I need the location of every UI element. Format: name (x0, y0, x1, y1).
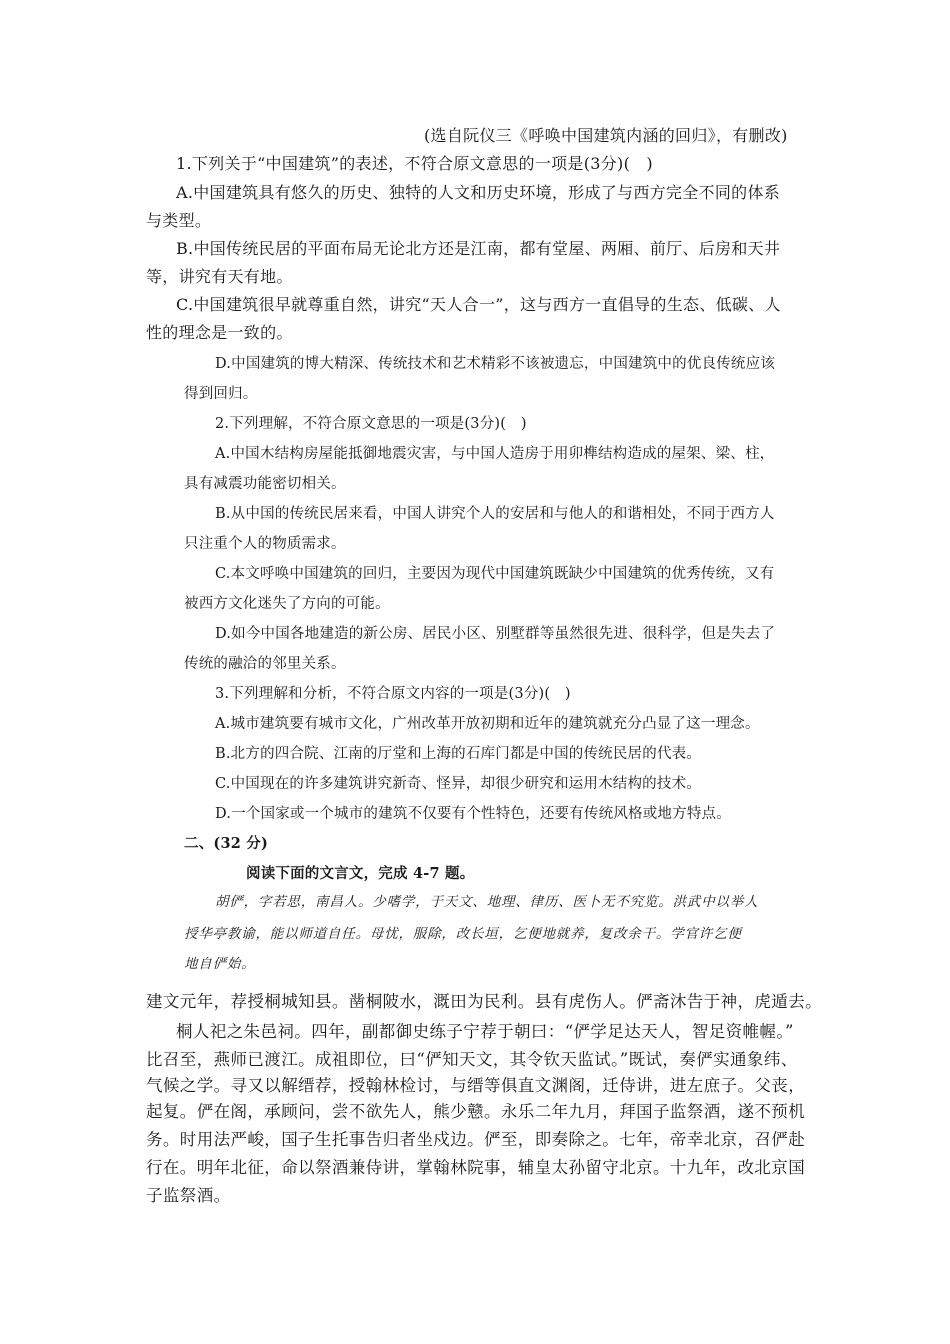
section-2-instruction: 阅读下面的文言文，完成 4-7 题。 (246, 865, 475, 882)
passage-line: 建文元年，荐授桐城知县。凿桐陂水，溉田为民利。县有虎伤人。俨斋沐告于神，虎遁去。 (146, 992, 822, 1011)
q3-option-d: D.一个国家或一个城市的建筑不仅要有个性特色，还要有传统风格或地方特点。 (215, 806, 731, 822)
q1-option-c: C.中国建筑很早就尊重自然，讲究“天人合一”，这与西方一直倡导的生态、低碳、人 (176, 295, 781, 314)
passage-line: 起复。俨在阁，承顾问，尝不欲先人，熊少戆。永乐二年九月，拜国子监祭酒，遂不预机 (146, 1102, 806, 1121)
q3-option-b: B.北方的四合院、江南的厅堂和上海的石库门都是中国的传统民居的代表。 (215, 746, 702, 762)
passage-line: 比召至，燕师已渡江。成祖即位，曰“俨知天文，其令钦天监试。”既试，奏俨实通象纬、 (146, 1050, 798, 1069)
passage-line: 桐人祀之朱邑祠。四年，副都御史练子宁荐于朝曰：“俨学足达天人，智足资帷幄。” (176, 1022, 794, 1041)
passage-line: 胡俨，字若思，南昌人。少嗜学，于天文、地理、律历、医卜无不究览。洪武中以举人 (215, 894, 759, 910)
q1-option-c-cont: 性的理念是一致的。 (146, 323, 293, 342)
q2-option-a-cont: 具有减震功能密切相关。 (184, 476, 346, 492)
q2-stem: 2.下列理解，不符合原文意思的一项是(3分)( ) (215, 416, 527, 432)
passage-line: 授华亭教谕，能以师道自任。母忧，服除，改长垣，乞便地就养，复改余干。学官许乞便 (184, 926, 742, 942)
passage-line: 子监祭酒。 (146, 1186, 231, 1205)
q1-option-b-cont: 等，讲究有天有地。 (146, 267, 293, 286)
passage-line: 行在。明年北征，命以祭酒兼侍讲，掌翰林院事，辅皇太孙留守北京。十九年，改北京国 (146, 1158, 806, 1177)
section-2-heading: 二、(32 分) (184, 835, 269, 852)
q1-stem: 1.下列关于“中国建筑”的表述，不符合原文意思的一项是(3分)( ) (176, 154, 653, 173)
passage-line: 地自俨始。 (184, 956, 256, 972)
q2-option-d-cont: 传统的融洽的邻里关系。 (184, 656, 346, 672)
q2-option-c-cont: 被西方文化迷失了方向的可能。 (184, 596, 390, 612)
q1-option-b: B.中国传统民居的平面布局无论北方还是江南，都有堂屋、两厢、前厅、后房和天井 (176, 239, 781, 258)
q2-option-b-cont: 只注重个人的物质需求。 (184, 536, 346, 552)
q3-option-a: A.城市建筑要有城市文化，广州改革开放初期和近年的建筑就充分凸显了这一理念。 (215, 716, 760, 732)
passage-line: 务。时用法严峻，国子生托事告归者坐戍边。俨至，即奏除之。七年，帝幸北京，召俨赴 (146, 1130, 806, 1149)
q1-option-a-cont: 与类型。 (146, 211, 212, 230)
q3-option-c: C.中国现在的许多建筑讲究新奇、怪异，却很少研究和运用木结构的技术。 (215, 776, 701, 792)
passage-line: 气候之学。寻又以解缙荐，授翰林检讨，与缙等俱直文渊阁，迁侍讲，进左庶子。父丧， (146, 1076, 806, 1095)
q2-option-c: C.本文呼唤中国建筑的回归，主要因为现代中国建筑既缺少中国建筑的优秀传统，又有 (215, 566, 775, 582)
q1-option-d: D.中国建筑的博大精深、传统技术和艺术精彩不该被遗忘，中国建筑中的优良传统应该 (215, 356, 776, 372)
q1-option-a: A.中国建筑具有悠久的历史、独特的人文和历史环境，形成了与西方完全不同的体系 (176, 183, 781, 202)
q2-option-d: D.如今中国各地建造的新公房、居民小区、别墅群等虽然很先进、很科学，但是失去了 (215, 626, 776, 642)
q3-stem: 3.下列理解和分析，不符合原文内容的一项是(3分)( ) (215, 686, 571, 702)
q1-option-d-cont: 得到回归。 (184, 386, 258, 402)
source-citation: (选自阮仪三《呼唤中国建筑内涵的回归》，有删改) (424, 126, 788, 145)
q2-option-a: A.中国木结构房屋能抵御地震灾害，与中国人造房于用卯榫结构造成的屋架、梁、柱， (215, 446, 775, 462)
q2-option-b: B.从中国的传统民居来看，中国人讲究个人的安居和与他人的和谐相处，不同于西方人 (215, 506, 775, 522)
